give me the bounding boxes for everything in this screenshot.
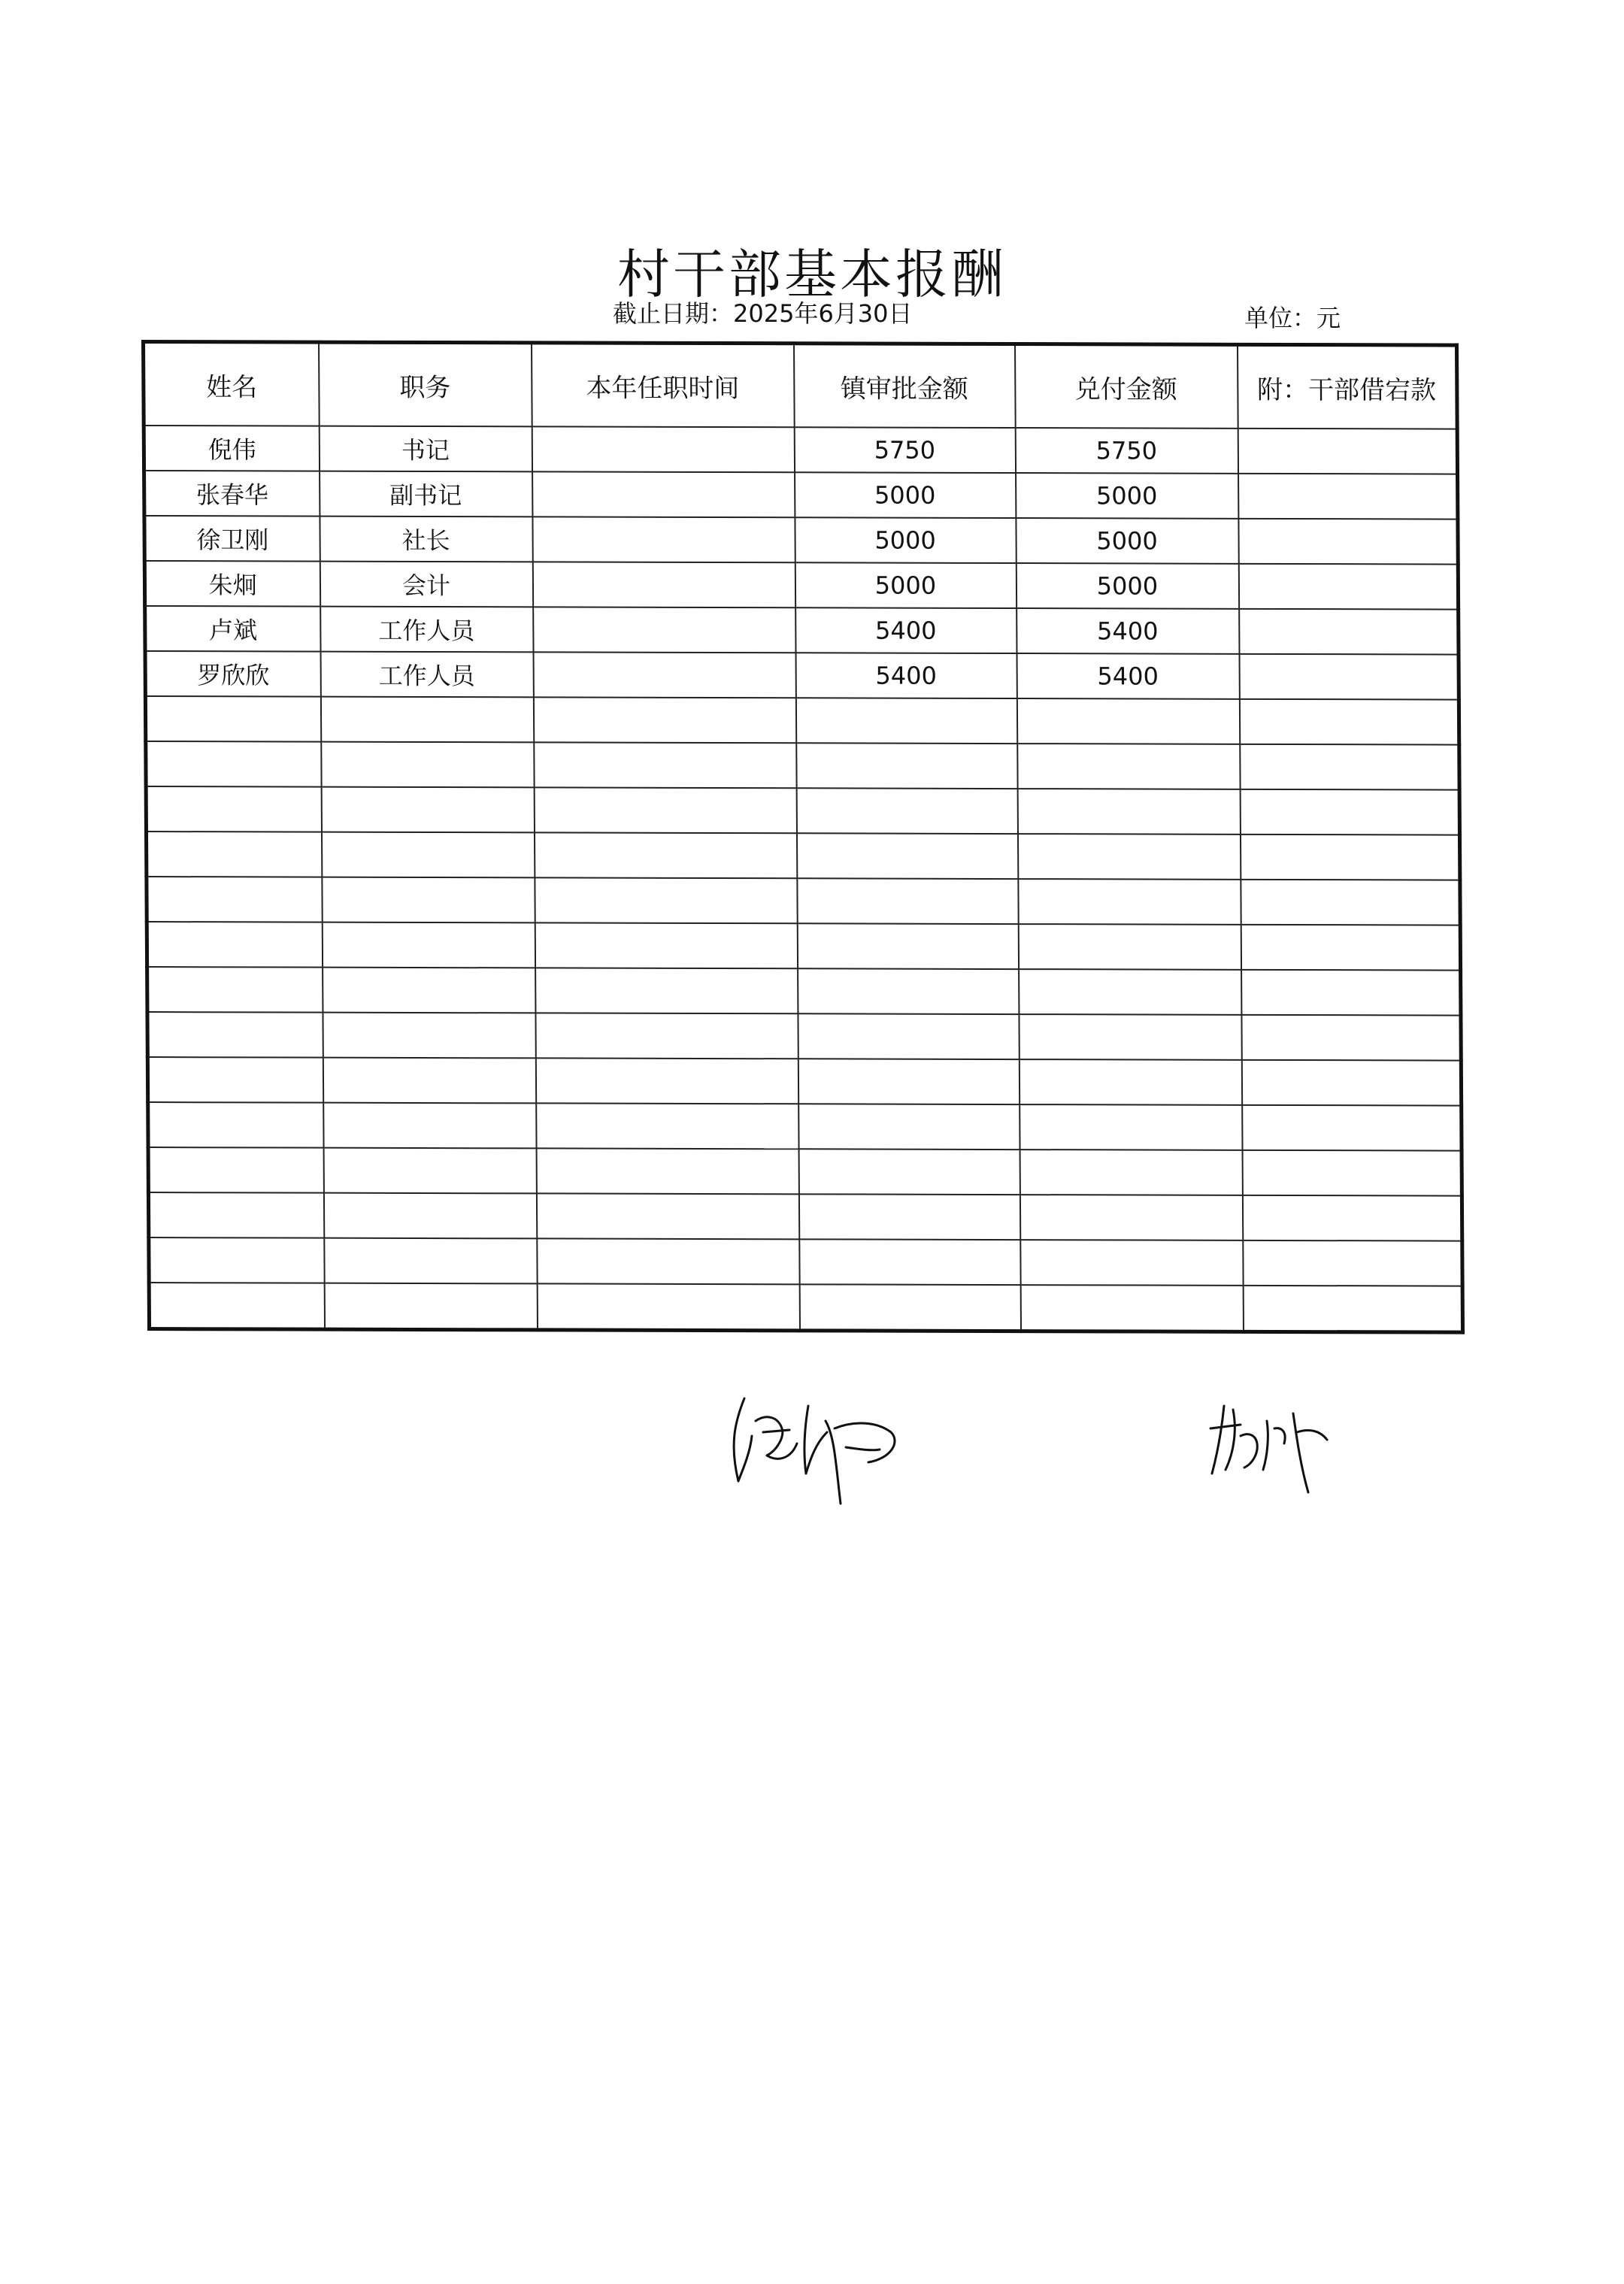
cell-position (323, 1193, 536, 1239)
cell-paid-amount: 5000 (1016, 518, 1238, 564)
cell-loans (1239, 699, 1459, 745)
cell-loans (1241, 925, 1460, 971)
cell-loans (1243, 1240, 1462, 1286)
cell-paid-amount (1020, 1240, 1243, 1286)
table-header-row (144, 342, 1458, 429)
cell-tenure (535, 922, 797, 968)
cell-name (145, 696, 320, 742)
cell-name (148, 1192, 323, 1238)
cell-position: 工作人员 (320, 607, 533, 653)
cell-position (323, 1103, 536, 1149)
cell-position (321, 742, 534, 788)
cell-loans (1238, 474, 1458, 520)
cell-approved-amount (799, 1284, 1020, 1331)
cell-approved-amount (798, 1059, 1019, 1104)
cell-position: 副书记 (320, 471, 532, 517)
cell-name: 罗欣欣 (145, 651, 320, 697)
cell-position (321, 787, 534, 833)
cell-paid-amount (1020, 1195, 1242, 1240)
cell-tenure (533, 607, 795, 653)
table-row (148, 1102, 1462, 1151)
cell-position (323, 1148, 536, 1194)
cell-paid-amount: 5750 (1015, 428, 1238, 474)
cell-tenure (535, 968, 798, 1013)
cell-position: 社长 (320, 516, 532, 562)
cell-name (148, 1147, 323, 1193)
cell-paid-amount (1017, 789, 1240, 835)
table-row (145, 651, 1459, 700)
cell-paid-amount (1020, 1104, 1242, 1150)
cell-loans (1241, 1015, 1461, 1061)
cell-loans (1240, 835, 1459, 880)
cell-tenure (533, 697, 795, 743)
cell-name: 张春华 (144, 471, 320, 516)
cell-name: 徐卫刚 (144, 516, 320, 562)
cell-tenure (534, 787, 796, 833)
cell-tenure (532, 471, 795, 517)
cell-paid-amount (1017, 744, 1240, 789)
cell-name (149, 1283, 324, 1329)
cell-approved-amount (795, 698, 1017, 744)
header-tenure: 本年任职时间 (532, 343, 795, 427)
cell-loans (1239, 609, 1459, 655)
table-row (144, 516, 1458, 565)
cell-name (147, 1012, 323, 1058)
cell-approved-amount (798, 1149, 1020, 1195)
cell-loans (1240, 789, 1459, 835)
cell-paid-amount: 5000 (1016, 473, 1238, 519)
cell-approved-amount: 5000 (795, 517, 1016, 563)
cell-approved-amount (796, 788, 1017, 834)
table-row (147, 877, 1460, 925)
cell-paid-amount (1018, 879, 1241, 925)
header-loans: 附：干部借宕款 (1237, 344, 1457, 429)
cell-paid-amount: 5400 (1017, 608, 1239, 654)
cell-approved-amount (797, 878, 1018, 924)
cell-loans (1241, 970, 1461, 1016)
table-row (148, 1147, 1462, 1196)
table-row (147, 1057, 1461, 1106)
table-row (147, 922, 1460, 971)
table-body (144, 426, 1462, 1332)
signature-right (1203, 1398, 1338, 1496)
cell-tenure (535, 1013, 798, 1059)
compensation-table (141, 340, 1465, 1334)
cell-position: 工作人员 (320, 652, 533, 698)
cell-tenure (535, 1058, 798, 1104)
cell-approved-amount: 5750 (794, 427, 1015, 473)
cutoff-date: 截止日期：2025年6月30日 (613, 299, 913, 328)
cell-name (146, 832, 321, 877)
cell-tenure (534, 832, 796, 878)
cell-paid-amount: 5400 (1017, 653, 1239, 699)
cell-position (324, 1238, 537, 1284)
header-position: 职务 (319, 342, 532, 426)
cell-approved-amount: 5000 (795, 472, 1016, 518)
cell-name (147, 922, 322, 968)
cell-name (146, 786, 321, 832)
cell-tenure (537, 1238, 799, 1284)
table-row (145, 606, 1459, 655)
cell-approved-amount (798, 1194, 1020, 1240)
cell-position (324, 1283, 537, 1330)
signature-left (722, 1391, 917, 1526)
cell-tenure (533, 652, 795, 698)
cell-tenure (536, 1193, 798, 1239)
cell-approved-amount: 5000 (795, 562, 1016, 608)
cell-approved-amount (796, 833, 1017, 879)
cell-paid-amount (1017, 698, 1239, 744)
page-title: 村干部基本报酬 (617, 243, 1007, 305)
cell-tenure (535, 877, 797, 923)
cell-loans (1239, 654, 1459, 700)
cell-position (322, 922, 535, 968)
table-row (147, 1012, 1461, 1061)
table-row (144, 471, 1458, 520)
cell-loans (1242, 1150, 1462, 1196)
cell-approved-amount (798, 1013, 1019, 1059)
cell-loans (1243, 1286, 1462, 1332)
cell-loans (1241, 1060, 1461, 1106)
header-paid-amount: 兑付金额 (1014, 344, 1238, 429)
cell-position (323, 1058, 535, 1104)
cell-position (322, 877, 535, 923)
cell-loans (1242, 1195, 1462, 1241)
cell-tenure (532, 562, 795, 607)
cell-loans (1238, 429, 1457, 474)
table-row (146, 741, 1459, 790)
cell-tenure (534, 742, 796, 788)
cell-name (149, 1237, 324, 1283)
table-row (149, 1237, 1462, 1286)
cell-approved-amount (798, 1104, 1020, 1150)
table-row (148, 1192, 1462, 1241)
cell-approved-amount (796, 743, 1017, 789)
table-row (145, 696, 1459, 745)
cell-position (320, 697, 533, 743)
header-name: 姓名 (144, 342, 320, 426)
cell-name: 朱炯 (144, 561, 320, 607)
cell-name (147, 1057, 323, 1103)
cell-loans (1238, 564, 1458, 610)
cell-name: 卢斌 (145, 606, 320, 652)
cell-paid-amount (1018, 924, 1241, 970)
cell-position: 书记 (319, 426, 532, 472)
table-row (146, 786, 1459, 835)
currency-unit: 单位：元 (1244, 304, 1341, 332)
cell-tenure (536, 1103, 798, 1149)
cell-name: 倪伟 (144, 426, 319, 471)
table-row (149, 1283, 1462, 1332)
table-row (147, 967, 1461, 1016)
cell-approved-amount (798, 968, 1019, 1014)
cell-position (321, 832, 534, 878)
table-row (144, 561, 1458, 610)
cell-approved-amount (797, 923, 1018, 969)
header-approved-amount: 镇审批金额 (793, 344, 1015, 428)
cell-paid-amount: 5000 (1016, 563, 1238, 609)
cell-position (323, 968, 535, 1013)
cell-tenure (532, 426, 794, 472)
cell-paid-amount (1017, 834, 1240, 880)
cell-loans (1240, 744, 1459, 790)
cell-loans (1238, 519, 1458, 565)
cell-tenure (536, 1148, 798, 1194)
cell-paid-amount (1020, 1150, 1242, 1195)
cell-name (148, 1102, 323, 1148)
cell-approved-amount: 5400 (795, 653, 1017, 698)
cell-position (323, 1013, 535, 1059)
table-row (146, 832, 1459, 880)
table-row (144, 426, 1457, 474)
cell-paid-amount (1019, 969, 1241, 1015)
cell-tenure (532, 516, 795, 562)
cell-name (147, 877, 322, 922)
cell-position: 会计 (320, 562, 532, 607)
cell-approved-amount (799, 1239, 1020, 1285)
cell-tenure (537, 1283, 799, 1330)
cell-name (146, 741, 321, 787)
cell-paid-amount (1019, 1059, 1241, 1105)
cell-loans (1241, 880, 1460, 925)
cell-paid-amount (1020, 1285, 1243, 1331)
compensation-table-wrap (141, 340, 1461, 1334)
cell-paid-amount (1019, 1014, 1241, 1060)
cell-loans (1242, 1105, 1462, 1151)
cell-approved-amount: 5400 (795, 607, 1017, 653)
cell-name (147, 967, 323, 1013)
